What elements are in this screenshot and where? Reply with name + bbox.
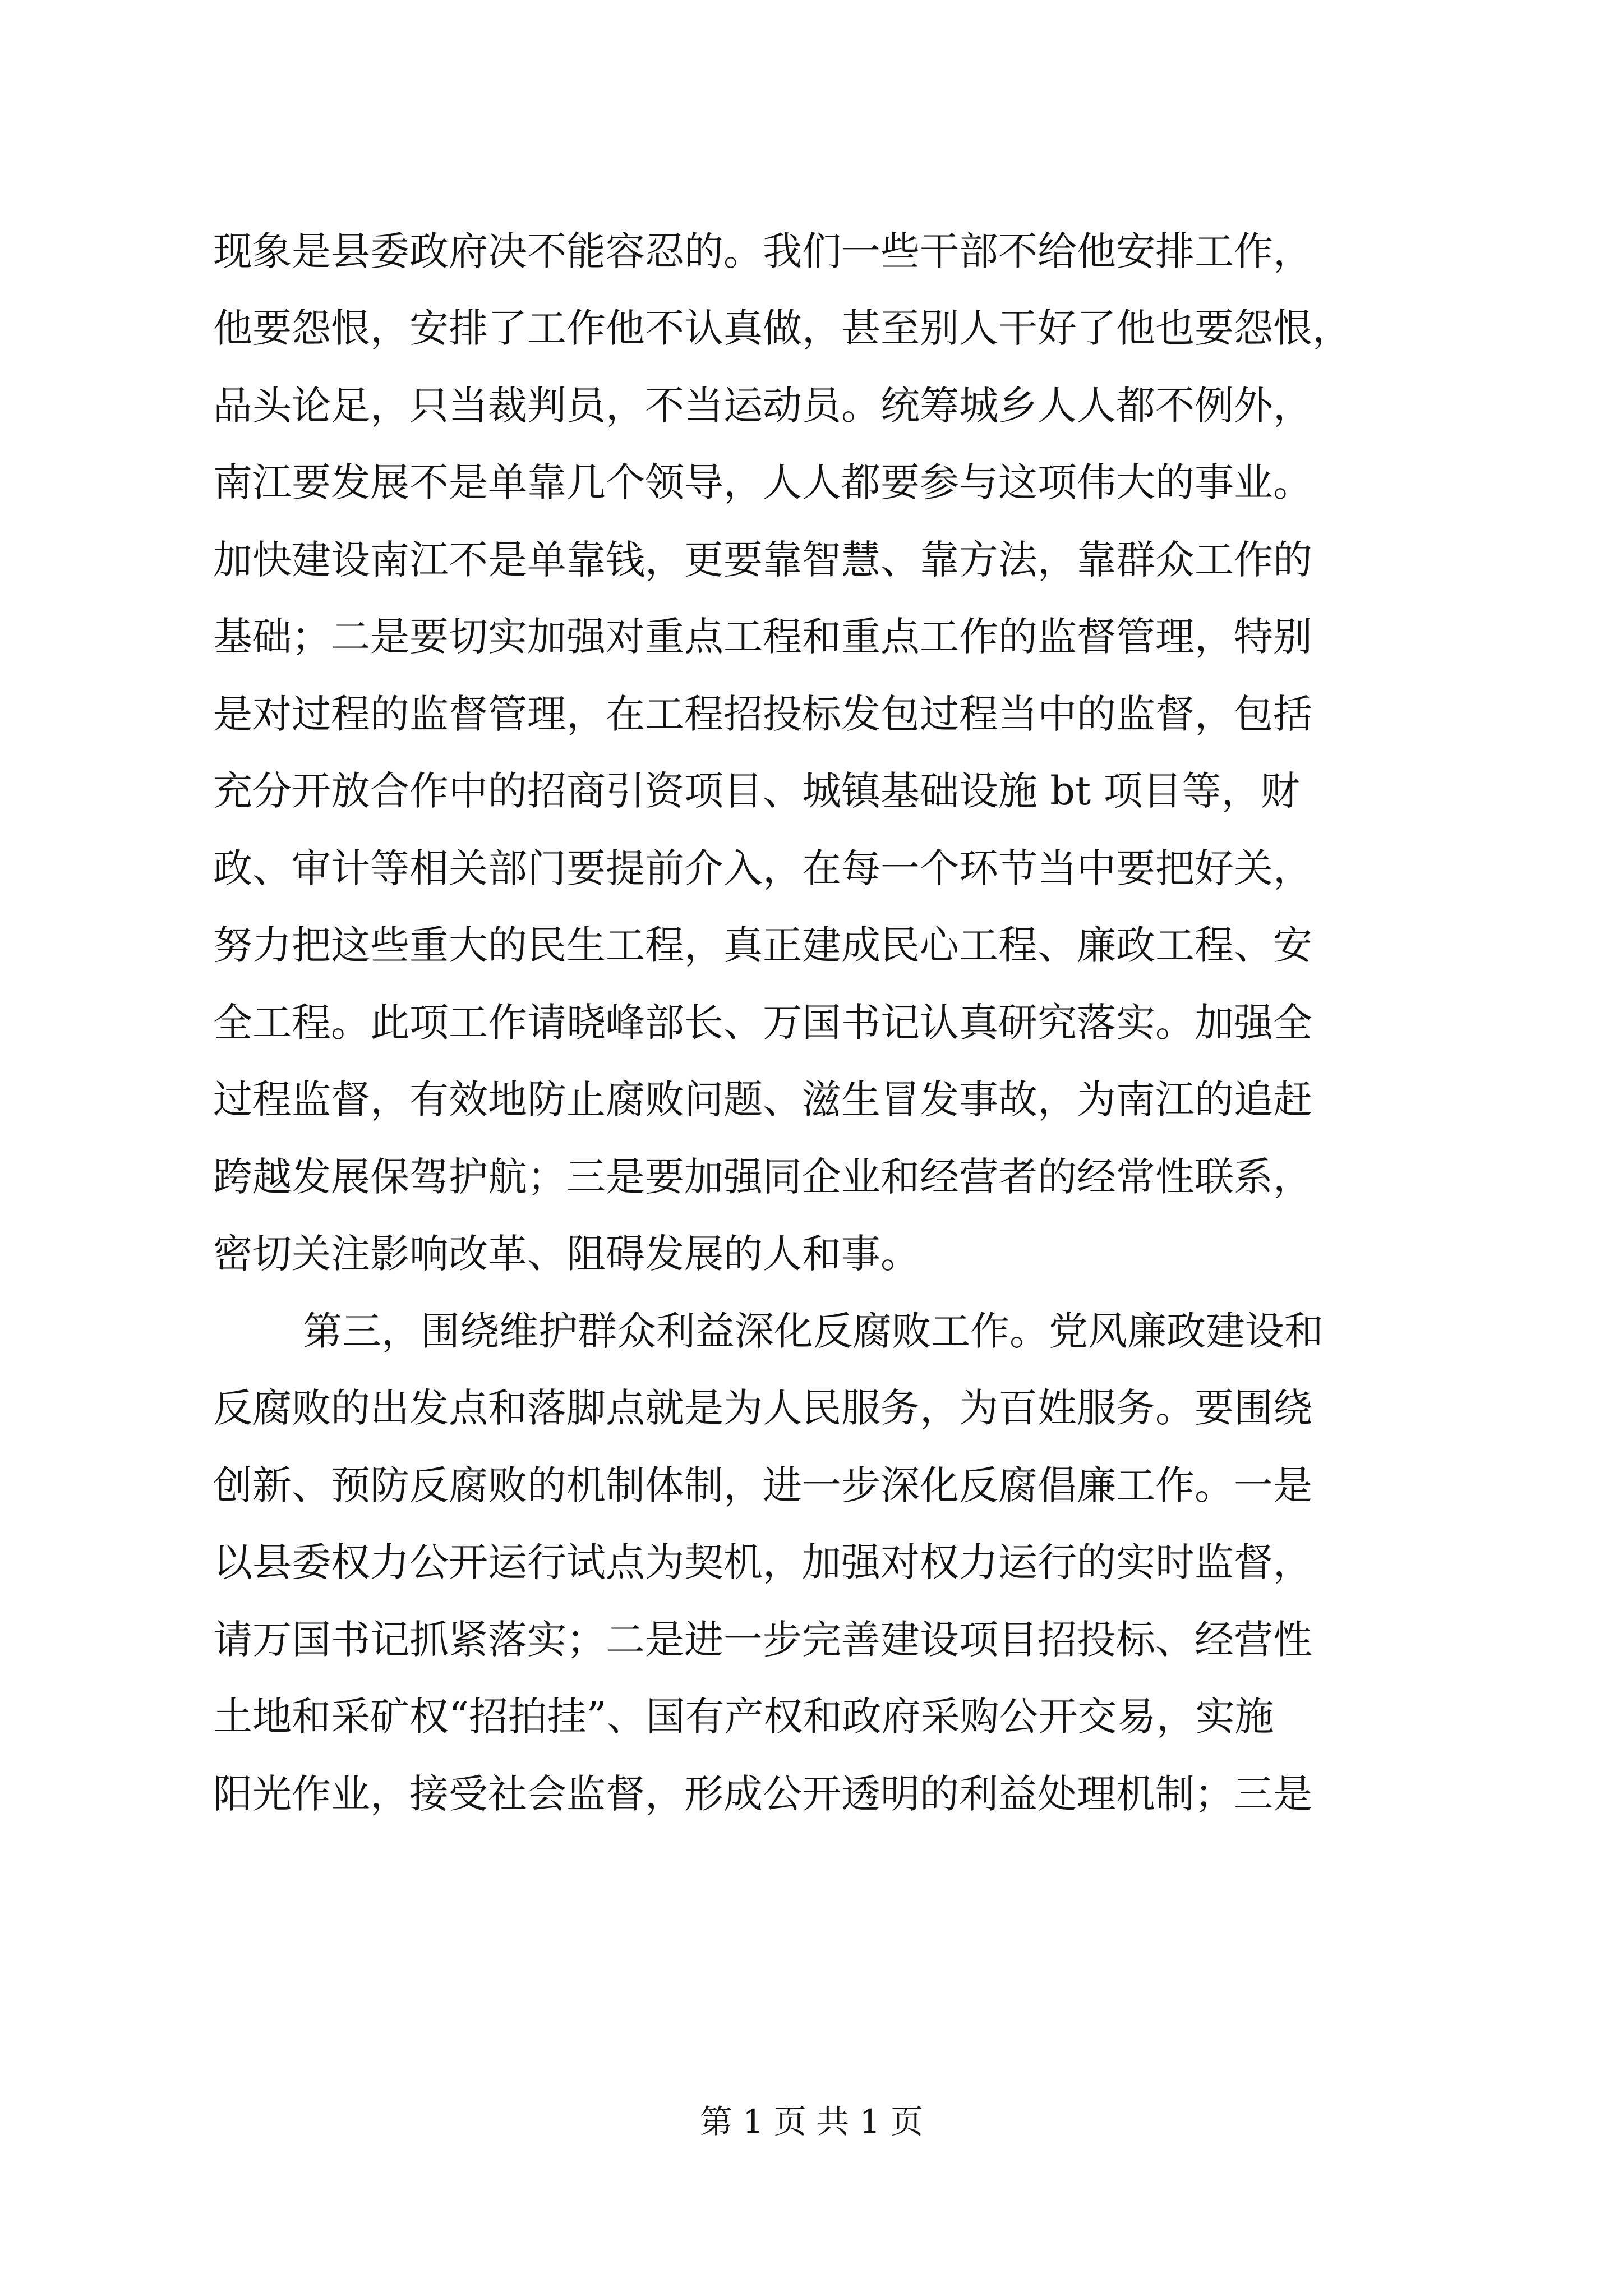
page-footer	[0, 2099, 1623, 2144]
text-line: 以县委权力公开运行试点为契机，加强对权力运行的实时监督，	[213, 1539, 1312, 1585]
text-line: 请万国书记抓紧落实；二是进一步完善建设项目招投标、经营性	[213, 1617, 1312, 1663]
text-line: 密切关注影响改革、阻碍发展的人和事。	[213, 1231, 920, 1277]
text-line: 南江要发展不是单靠几个领导，人人都要参与这项伟大的事业。	[213, 459, 1312, 505]
text-line: 现象是县委政府决不能容忍的。我们一些干部不给他安排工作，	[213, 228, 1312, 274]
text-line: 反腐败的出发点和落脚点就是为人民服务，为百姓服务。要围绕	[213, 1385, 1312, 1431]
text-line: 跨越发展保驾护航；三是要加强同企业和经营者的经常性联系，	[213, 1154, 1312, 1200]
text-line: 品头论足，只当裁判员，不当运动员。统筹城乡人人都不例外，	[213, 383, 1312, 429]
text-line: 过程监督，有效地防止腐败问题、滋生冒发事故，为南江的追赶	[213, 1076, 1312, 1122]
text-line: 全工程。此项工作请晓峰部长、万国书记认真研究落实。加强全	[213, 1000, 1312, 1046]
page-number: 第 1 页 共 1 页	[700, 2102, 923, 2141]
text-line: 是对过程的监督管理，在工程招投标发包过程当中的监督，包括	[213, 691, 1312, 737]
text-line: 政、审计等相关部门要提前介入，在每一个环节当中要把好关，	[213, 845, 1312, 891]
text-line: 充分开放合作中的招商引资项目、城镇基础设施 bt 项目等，财	[213, 768, 1300, 814]
text-line: 加快建设南江不是单靠钱，更要靠智慧、靠方法，靠群众工作的	[213, 537, 1312, 583]
text-line: 土地和采矿权“招拍挂”、国有产权和政府采购公开交易，实施	[213, 1694, 1274, 1740]
text-line: 创新、预防反腐败的机制体制，进一步深化反腐倡廉工作。一是	[213, 1462, 1312, 1508]
text-line: 阳光作业，接受社会监督，形成公开透明的利益处理机制；三是	[213, 1771, 1312, 1817]
paragraph-first-line: 第三，围绕维护群众利益深化反腐败工作。党风廉政建设和	[303, 1308, 1324, 1354]
text-line: 他要怨恨，安排了工作他不认真做，甚至别人干好了他也要怨恨，	[213, 305, 1352, 351]
text-line: 基础；二是要切实加强对重点工程和重点工作的监督管理，特别	[213, 614, 1312, 660]
text-line: 努力把这些重大的民生工程，真正建成民心工程、廉政工程、安	[213, 922, 1312, 968]
